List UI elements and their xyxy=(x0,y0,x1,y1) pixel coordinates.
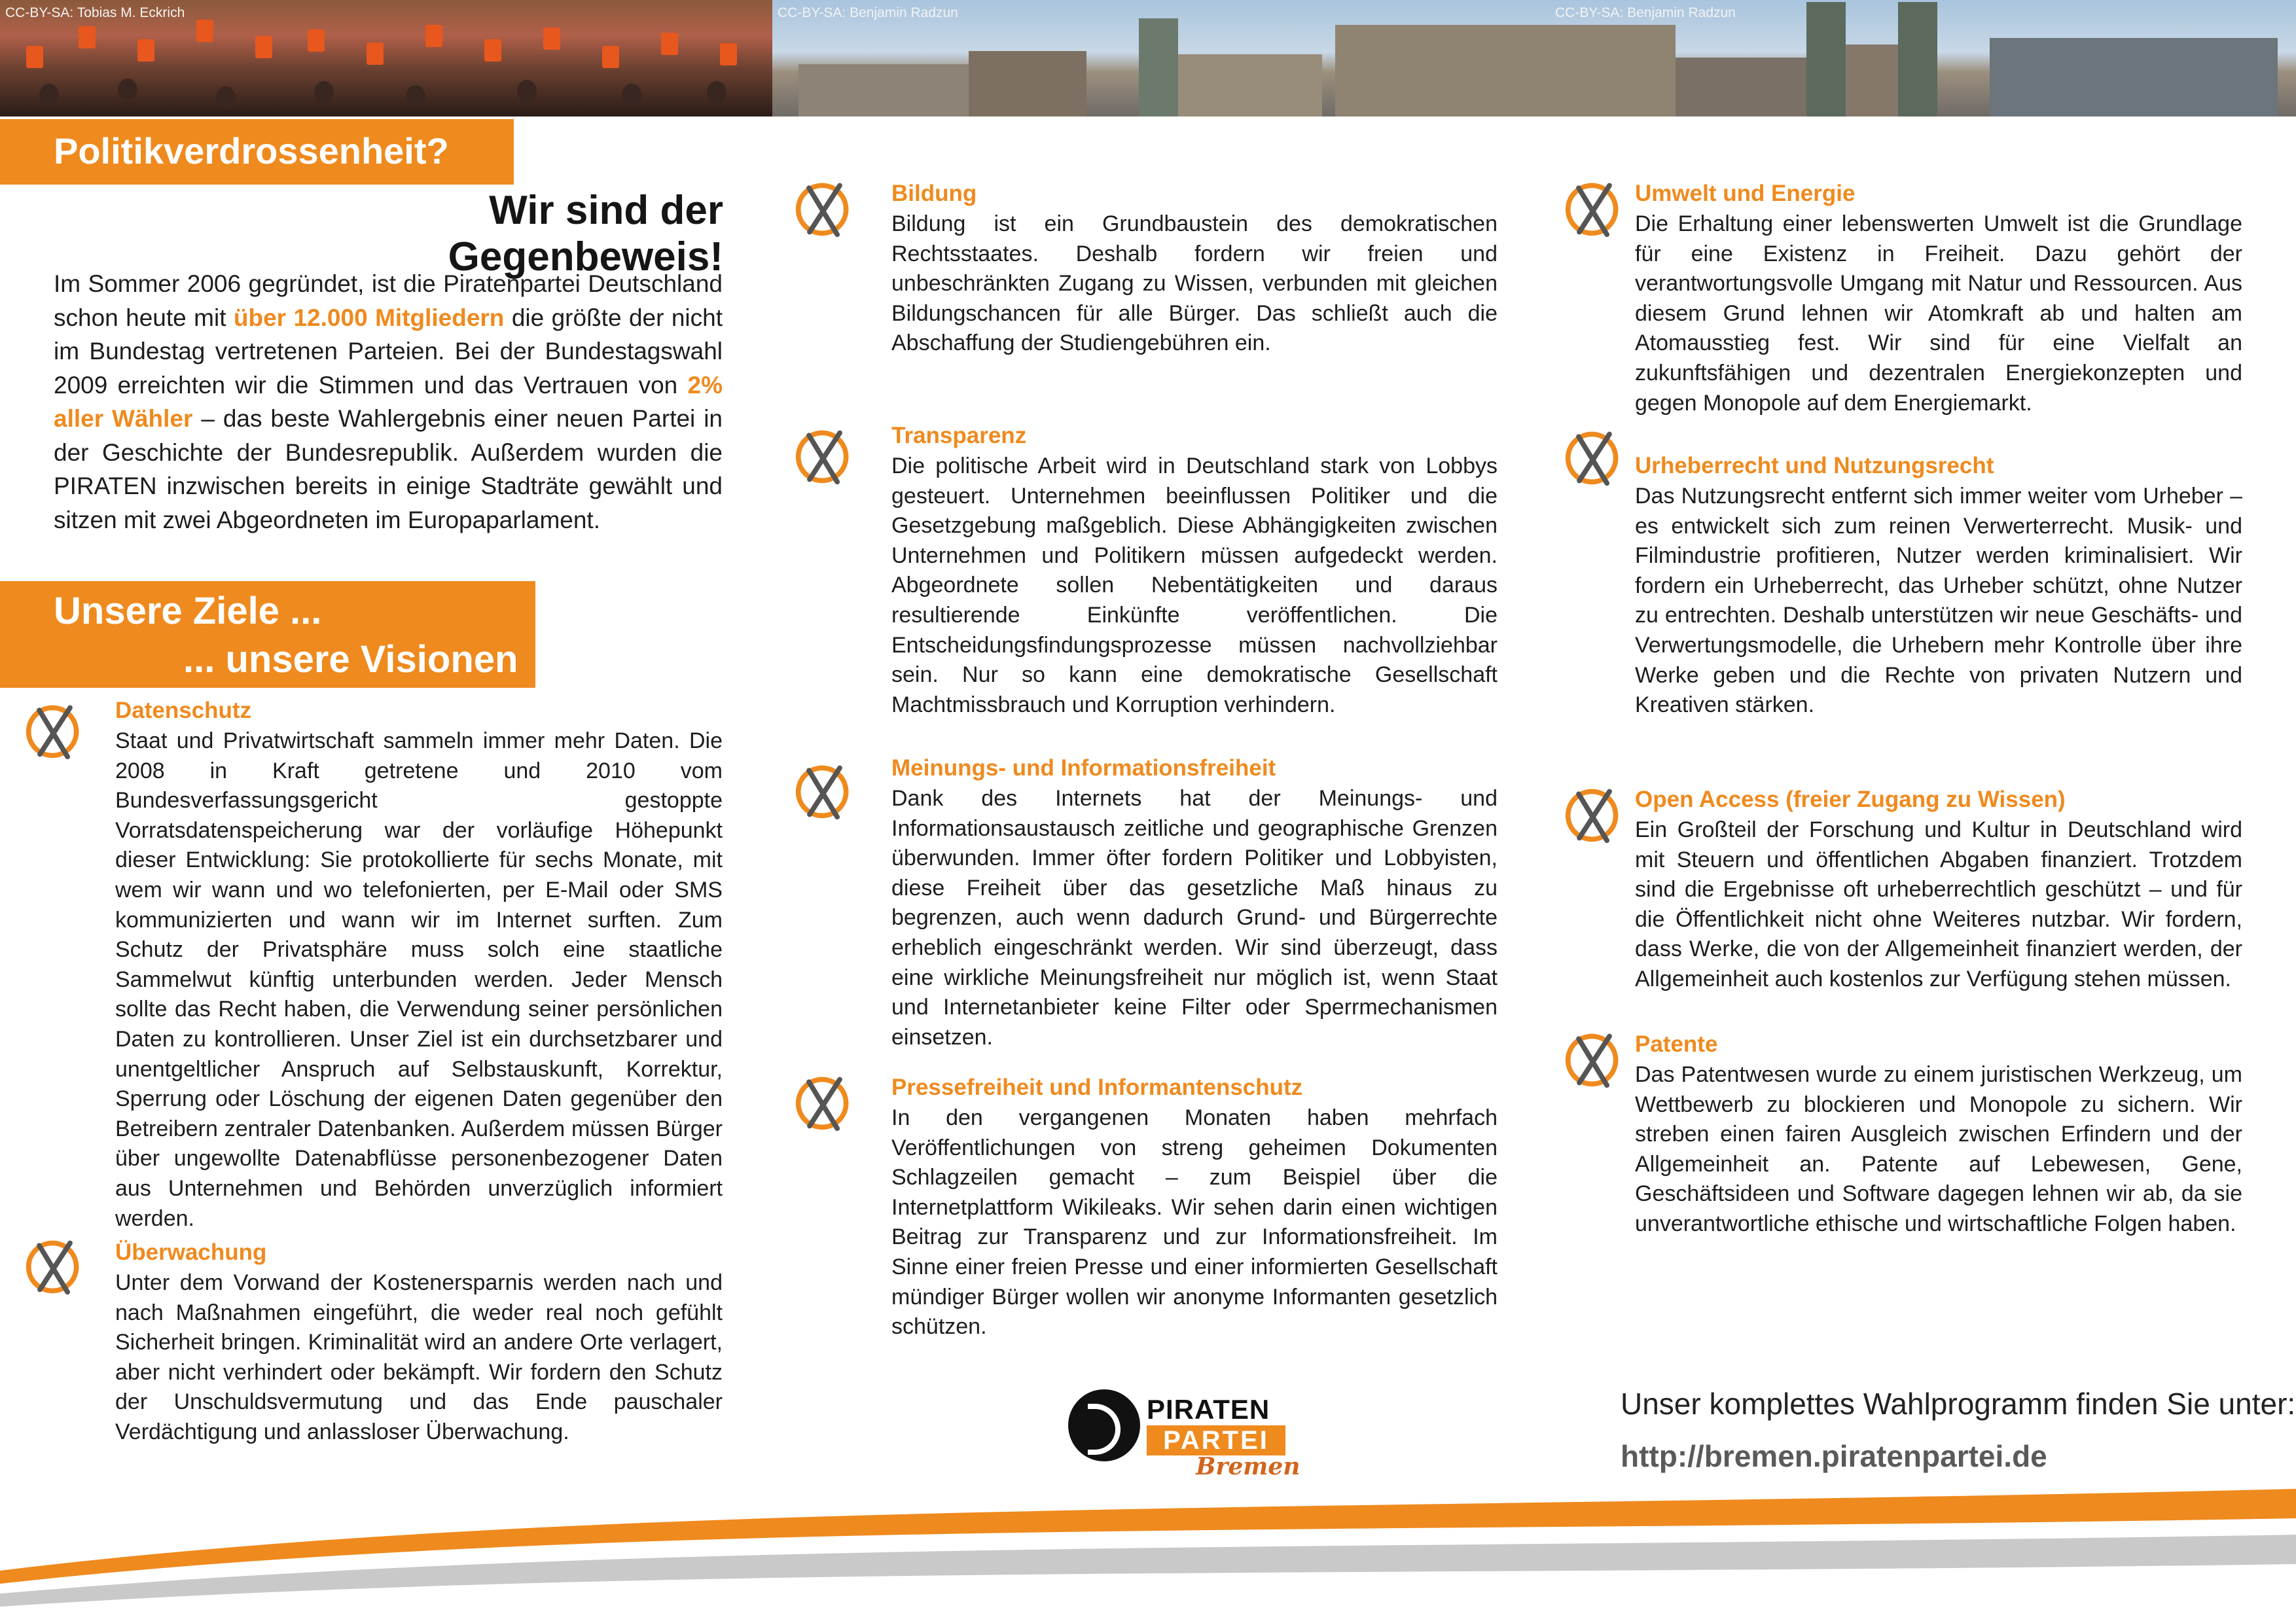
logo-text-partei: PARTEI xyxy=(1147,1425,1285,1455)
ballot-cross-icon xyxy=(793,1071,856,1133)
ballot-cross-icon xyxy=(1563,1027,1626,1090)
intro-text-3: – das beste Wahlergebnis einer neuen Partei in der Geschichte der Bundesrepublik. Außerdem wurden die PIRATEN inzwischen bereits in einige Stadträte gewählt und sitzen mit zwei Abgeordneten im Europaparlament. xyxy=(54,405,723,533)
headline: Wir sind der Gegenbeweis! xyxy=(448,188,723,279)
topic-title: Pressefreiheit und Informantenschutz xyxy=(891,1075,1303,1100)
photo-credit-2: CC-BY-SA: Benjamin Radzun xyxy=(778,5,958,20)
banner-ziele-line1: Unsere Ziele ... xyxy=(54,590,322,632)
topic-title: Meinungs- und Informationsfreiheit xyxy=(891,755,1276,781)
banner-politik-text: Politikverdrossenheit? xyxy=(54,130,449,171)
topic-title: Bildung xyxy=(891,181,977,206)
banner-politikverdrossenheit xyxy=(0,119,514,185)
ballot-cross-icon xyxy=(1563,425,1626,488)
topic-body: Die Erhaltung einer lebenswerten Umwelt ist die Grundlage für eine Existenz in Freiheit. Dazu gehört der verantwortungsvolle Umgang mit Natur und Ressourcen. Aus diesem Grund lehnen wir Atomkraft ab und halten am Atomausstieg fest. Wir sind für eine Vielfalt an zukunftsfähigen und dezentralen Energiekonzepten und gegen Monopole auf dem Energiemarkt. xyxy=(1635,211,2242,416)
piratenpartei-bremen-logo xyxy=(1068,1380,1300,1480)
ballot-cross-icon xyxy=(793,759,856,822)
topic-title: Patente xyxy=(1635,1031,1718,1057)
topic-body: Bildung ist ein Grundbaustein des demokratischen Rechtsstaates. Deshalb fordern wir freien und unbeschränkten Zugang zu Wissen, verbunden mit gleichen Bildungschancen für alle Bürger. Das schließt auch die Abschaffung der Studiengebühren ein. xyxy=(891,211,1498,356)
header-photo-strip xyxy=(0,0,2296,116)
ballot-cross-icon xyxy=(793,177,856,240)
photo-bremen-marketplace xyxy=(772,0,2296,116)
banner-ziele-line2: ... unsere Visionen xyxy=(183,638,518,681)
ballot-cross-icon xyxy=(24,1234,86,1297)
logo-text-bremen: Bremen xyxy=(1196,1453,1300,1480)
photo-credit-3: CC-BY-SA: Benjamin Radzun xyxy=(1555,5,1736,20)
intro-text-1: Im Sommer 2006 gegründet, ist die Piratenpartei Deutschland schon heute mit xyxy=(54,270,723,331)
program-hint: Unser komplettes Wahlprogramm finden Sie unter: xyxy=(1621,1387,2296,1421)
intro-text-2: die größte der nicht im Bundestag vertretenen Parteien. Bei der Bundestagswahl 2009 erreichten wir die Stimmen und das Vertrauen von xyxy=(54,304,723,399)
topic-body: In den vergangenen Monaten haben mehrfach Veröffentlichungen von streng geheimen Dokumenten Schlagzeilen gemacht – zum Beispiel über die Internetplattform Wikileaks. Wir sehen darin einen wichtigen Beitrag zur Transparenz und zur Informationsfreiheit. Im Sinne einer freien Presse und einer informierten Gesellschaft mündiger Bürger wollen wir anonyme Informanten gesetzlich schützen. xyxy=(891,1105,1498,1340)
topic-body: Die politische Arbeit wird in Deutschland stark von Lobbys gesteuert. Unternehmen beeinflussen Politiker und die Gesetzgebung maßgeblich. Diese Abhängigkeiten zwischen Unternehmen und Politikern müssen aufgedeckt werden. Abgeordnete sollen Nebentätigkeiten und daraus resultierende Einkünfte veröffentlichen. Die Entscheidungsfindungsprozesse müssen nachvollziehbar sein. Nur so kann eine demokratische Gesellschaft Machtmissbrauch und Korruption verhindern. xyxy=(891,454,1498,717)
logo-text-piraten: PIRATEN xyxy=(1147,1394,1270,1425)
topic-body: Staat und Privatwirtschaft sammeln immer mehr Daten. Die 2008 in Kraft getretene und 2010 vom Bundesverfassungsgericht gestoppte Vorratsdatenspeicherung war der vorläufige Höhepunkt dieser Entwicklung: Sie protokollierte für sechs Monate, mit wem wir wann und wo telefonierten, per E-Mail oder SMS kommunizierten und wann wir im Internet surften. Zum Schutz der Privatsphäre muss solch eine staatliche Sammelwut künftig unterbunden werden. Jeder Mensch sollte das Recht haben, die Verwendung seiner persönlichen Daten zu kontrollieren. Unser Ziel ist ein durchsetzbarer und unentgeltlicher Anspruch auf Selbstauskunft, Korrektur, Sperrung oder Löschung der eigenen Daten gegenüber den Betreibern zentraler Datenbanken. Außerdem müssen Bürger über ungewollte Datenabflüsse personenbezogener Daten aus Unternehmen und Behörden unverzüglich informiert werden. xyxy=(115,728,723,1231)
topic-title: Umwelt und Energie xyxy=(1635,181,1856,206)
banner-unsere-ziele xyxy=(0,581,535,688)
footer-wave-decoration xyxy=(0,1472,2296,1623)
topic-body: Das Patentwesen wurde zu einem juristischen Werkzeug, um Wettbewerb zu blockieren und Monopole zu sichern. Wir streben einen fairen Ausgleich zwischen Erfindern und der Allgemeinheit an. Patente auf Lebewesen, Gene, Geschäftsideen und Software dagegen lehnen wir ab, da sie unverantwortliche ethische und wirtschaftliche Folgen haben. xyxy=(1635,1062,2242,1236)
ballot-cross-icon xyxy=(1563,783,1626,846)
intro-highlight-voters: 2% aller Wähler xyxy=(54,371,723,432)
topic-title: Überwachung xyxy=(115,1240,267,1265)
topic-body: Unter dem Vorwand der Kostenersparnis werden nach und nach Maßnahmen eingeführt, die weder real noch gefühlt Sicherheit bringen. Kriminalität wird an andere Orte verlagert, aber nicht verhindert oder bekämpft. Wir fordern den Schutz der Unschuldsvermutung und das Ende pauschaler Verdächtigung und anlassloser Überwachung. xyxy=(115,1270,723,1444)
ballot-cross-icon xyxy=(24,699,86,762)
pirate-flag-icon xyxy=(1068,1389,1140,1461)
topic-body: Dank des Internets hat der Meinungs- und Informationsaustausch zeitliche und geographische Grenzen überwunden. Immer öfter fordern Politiker und Lobbyisten, diese Freiheit über das gesetzliche Maß hinaus zu begrenzen, auch wenn dadurch Grund- und Bürgerrechte erheblich eingeschränkt werden. Wir sind überzeugt, dass eine wirkliche Meinungsfreiheit nur möglich ist, wenn Staat und Internetanbieter keine Filter oder Sperrmechanismen einsetzen. xyxy=(891,786,1498,1050)
topic-title: Open Access (freier Zugang zu Wissen) xyxy=(1635,787,2066,812)
intro-paragraph xyxy=(54,267,723,537)
topic-body: Das Nutzungsrecht entfernt sich immer weiter vom Urheber – es entwickelt sich zum reinen Verwerterrecht. Musik- und Filmindustrie profitieren, Nutzer werden kriminalisiert. Wir fordern ein Urheberrecht, das Urheber schützt, ohne Nutzer zu entrechten. Deshalb unterstützen wir neue Geschäfts- und Verwertungsmodelle, die Urhebern mehr Kontrolle über ihre Werke geben und die Rechte von privaten Nutzern und Kreativen stärken. xyxy=(1635,484,2242,718)
ballot-cross-icon xyxy=(1563,177,1626,240)
photo-credit-1: CC-BY-SA: Tobias M. Eckrich xyxy=(5,5,185,20)
ballot-cross-icon xyxy=(793,424,856,487)
intro-highlight-members: über 12.000 Mitgliedern xyxy=(233,304,505,331)
program-link[interactable]: http://bremen.piratenpartei.de xyxy=(1621,1439,2047,1473)
topic-title: Urheberrecht und Nutzungsrecht xyxy=(1635,453,1994,478)
topic-title: Datenschutz xyxy=(115,698,252,723)
topic-body: Ein Großteil der Forschung und Kultur in Deutschland wird mit Steuern und öffentlichen Abgaben finanziert. Trotzdem sind die Ergebnisse oft urheberrechtlich geschützt – und für die Öffentlichkeit nicht ohne Weiteres nutzbar. Wir fordern, dass Werke, die von der Allgemeinheit finanziert werden, der Allgemeinheit auch kostenlos zur Verfügung stehen müssen. xyxy=(1635,817,2242,991)
topic-title: Transparenz xyxy=(891,423,1027,448)
